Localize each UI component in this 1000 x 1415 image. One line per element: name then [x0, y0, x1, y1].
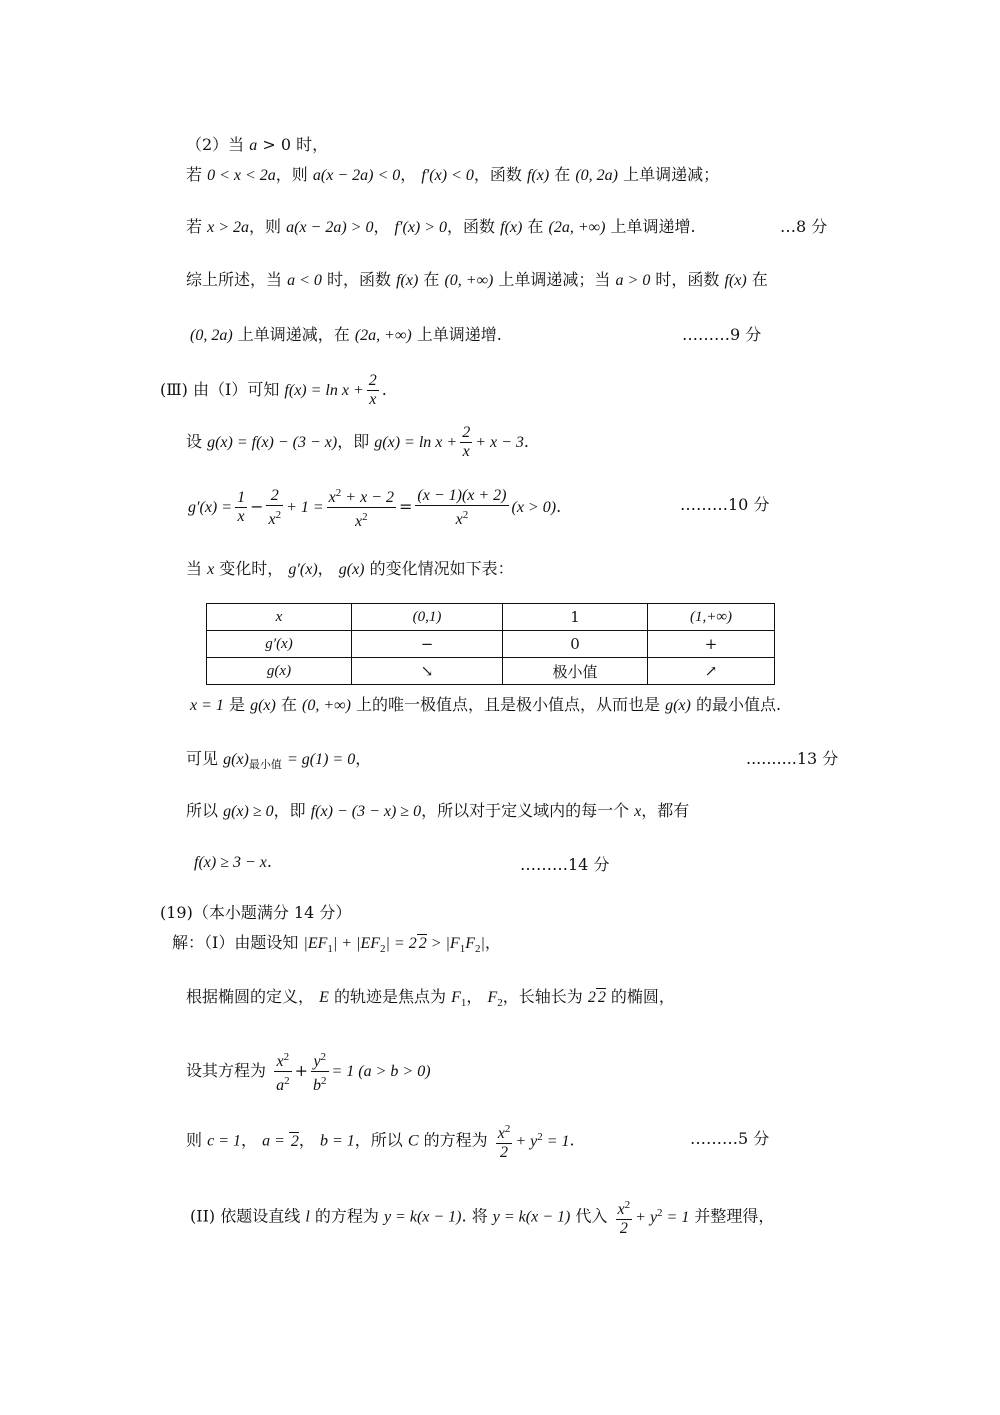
table-cell: ↘: [352, 658, 503, 685]
summary-line-1: 综上所述，当 a < 0 时，函数 f(x) 在 (0, +∞) 上单调递减；当 a > 0 时，函数 f(x) 在: [186, 270, 768, 289]
table-header-row: [207, 604, 775, 631]
conclusion-line-1: 所以 g(x) ≥ 0，即 f(x) − (3 − x) ≥ 0，所以对于定义域内的每一个 x，都有: [186, 801, 690, 820]
extremum-line: x = 1 是 g(x) 在 (0, +∞) 上的唯一极值点，且是极小值点，从而也是 g(x) 的最小值点.: [190, 695, 782, 714]
table-cell: ↗: [648, 658, 775, 685]
part-2-intro: (II) 依题设直线 l 的方程为 y = k(x − 1). 将 y = k(x − 1) 代入 $\frac{x^2}{2}$ + $y^2 = 1$ 并整理得，: [190, 1196, 1000, 1238]
ellipse-equation-line: 设其方程为 $\frac{x^2}{a^2}$ + $\frac{y^2}{b^2}$ = 1 (a > b > 0): [186, 1048, 1000, 1095]
score-10: ………10 分: [680, 495, 770, 514]
ellipse-parameters-line: 则 c = 1， a = 2， b = 1，所以 C 的方程为 $\frac{x^2}{2}$ + $y^2 = 1$.: [186, 1120, 1000, 1162]
score-8: …8 分: [780, 217, 828, 236]
table-cell: g′(x): [207, 631, 352, 658]
conclusion-line-2: f(x) ≥ 3 − x.: [194, 852, 272, 871]
table-row-function: [207, 658, 775, 685]
ellipse-definition-line: 根据椭圆的定义， E 的轨迹是焦点为 $F_1$， $F_2$，长轴长为 2 2 的椭圆，: [186, 987, 675, 1009]
table-row-derivative: [207, 631, 775, 658]
table-cell: g(x): [207, 658, 352, 685]
score-9: ………9 分: [682, 325, 762, 344]
define-g-line: 设 g(x) = f(x) − (3 − x)，即 g(x) = ln x + $\frac{2}{x}$ + x − 3.: [186, 424, 529, 460]
g-derivative-line: g′(x) = $\frac{1}{x}$ − $\frac{2}{x^2}$ + 1 = $\frac{x^2 + x - 2}{x^2}$ = $\frac{(x - 1)(x + 2)}{x^2}$ (x > 0).: [188, 484, 1000, 531]
case-increasing-line: 若 x > 2a，则 a(x − 2a) > 0， f′(x) > 0，函数 f(x) 在 (2a, +∞) 上单调递增.: [186, 217, 696, 236]
score-14: ………14 分: [520, 855, 610, 874]
case-a-positive-heading: （2）当 a > 0 时，: [186, 135, 329, 154]
table-cell: 极小值: [503, 658, 648, 685]
table-cell: −: [352, 631, 503, 658]
part-3-intro: (Ⅲ) 由（Ⅰ）可知 f(x) = ln x + $\frac{2}{x}$ .: [160, 372, 387, 408]
table-header-x: x: [207, 604, 352, 631]
summary-line-2: (0, 2a) 上单调递减，在 (2a, +∞) 上单调递增.: [190, 325, 502, 344]
minimum-value-line: 可见 $g(x)_{最小值} = g(1) = 0$，: [186, 749, 372, 771]
table-header-interval-1: (0,1): [352, 604, 503, 631]
score-5: ………5 分: [690, 1129, 770, 1148]
case-decreasing-line: 若 0 < x < 2a，则 a(x − 2a) < 0， f′(x) < 0，函数 f(x) 在 (0, 2a) 上单调递减；: [186, 165, 720, 184]
part-1-intro: 解：（Ⅰ）由题设知 $|EF_1| + |EF_2| = 2$ $2 > |F_1F_2|$，: [172, 933, 501, 955]
table-cell: +: [648, 631, 775, 658]
table-header-interval-2: (1,+∞): [648, 604, 775, 631]
problem-19-heading: (19)（本小题满分 14 分）: [160, 903, 352, 922]
table-header-point: 1: [503, 604, 648, 631]
table-intro-line: 当 x 变化时， g′(x)， g(x) 的变化情况如下表：: [186, 559, 514, 578]
variation-table: [206, 603, 775, 685]
score-13: ..........13 分: [746, 749, 839, 768]
table-cell: 0: [503, 631, 648, 658]
